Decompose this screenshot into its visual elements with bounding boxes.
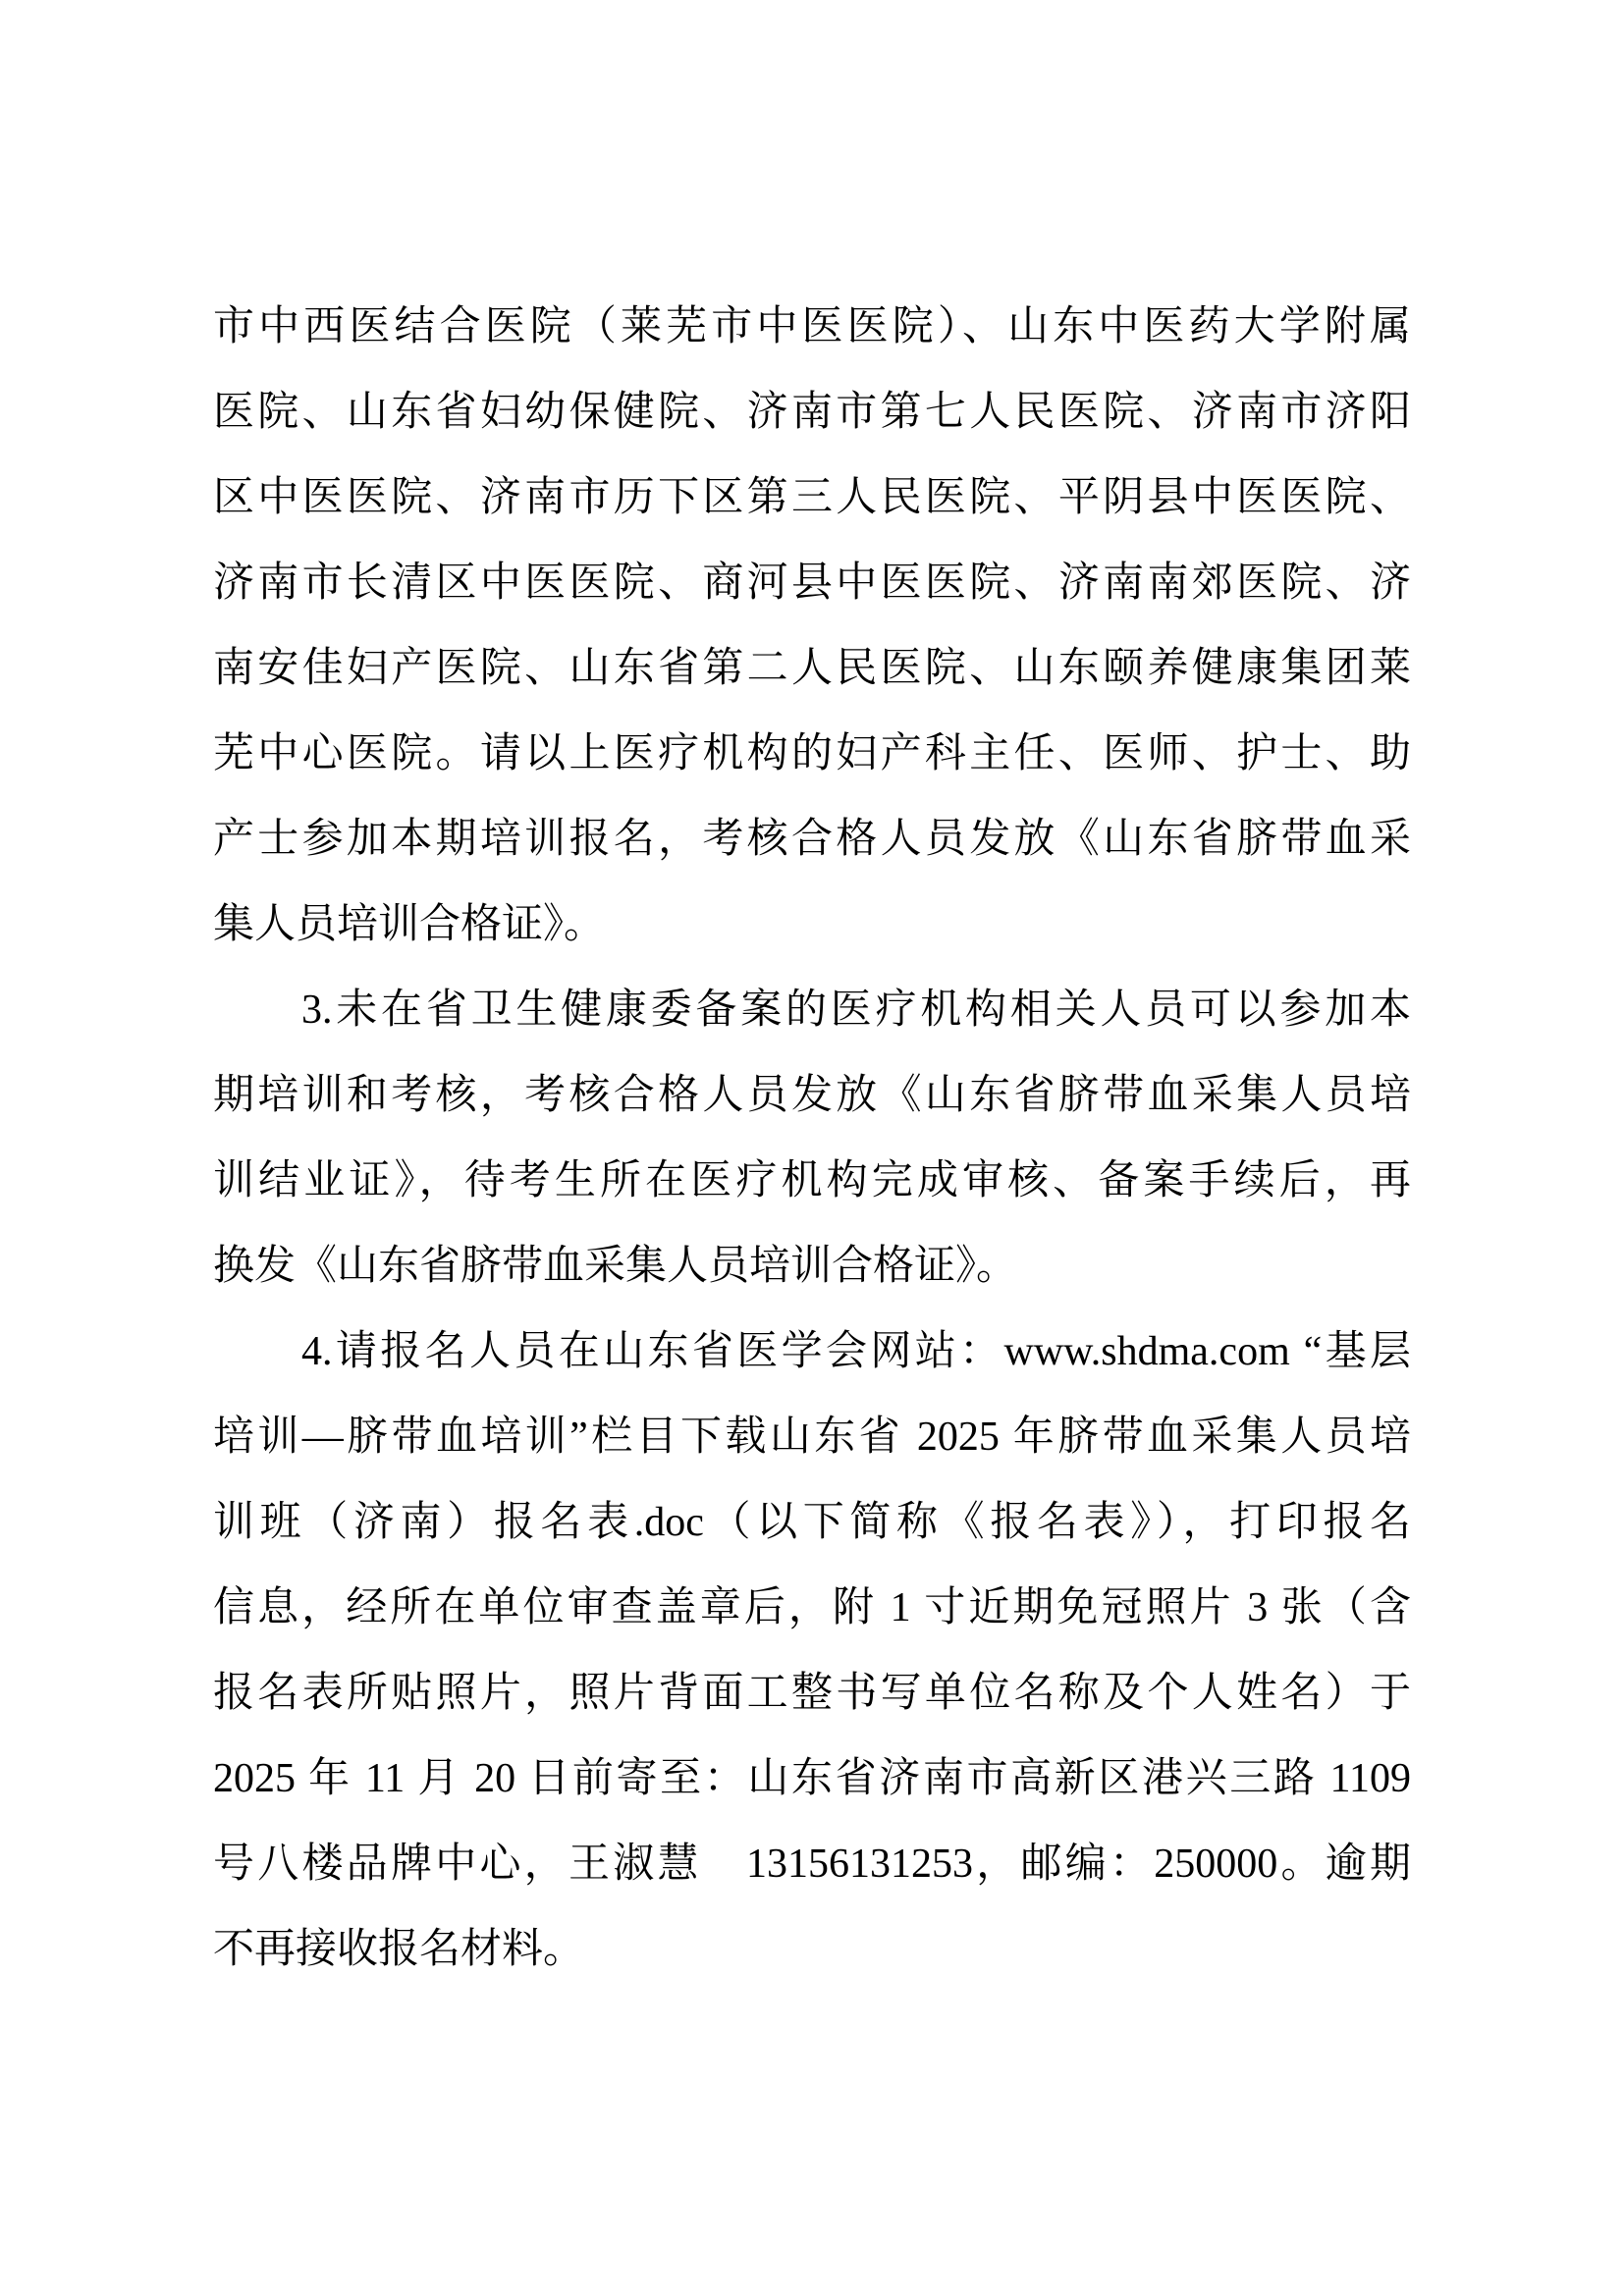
text-line-2: 医院、山东省妇幼保健院、济南市第七人民医院、济南市济阳 xyxy=(213,390,1411,435)
text-line-10: 期培训和考核，考核合格人员发放《山东省脐带血采集人员培 xyxy=(213,1073,1411,1118)
text-line-17: 报名表所贴照片，照片背面工整书写单位名称及个人姓名）于 xyxy=(213,1671,1411,1716)
text-line-4: 济南市长清区中医医院、商河县中医医院、济南南郊医院、济 xyxy=(213,561,1411,606)
text-line-8: 集人员培训合格证》。 xyxy=(213,902,606,947)
text-line-16: 信息，经所在单位审查盖章后，附 1 寸近期免冠照片 3 张（含 xyxy=(213,1585,1411,1630)
text-line-7: 产士参加本期培训报名，考核合格人员发放《山东省脐带血采 xyxy=(213,817,1411,862)
text-line-14: 培训—脐带血培训”栏目下载山东省 2025 年脐带血采集人员培 xyxy=(213,1415,1411,1460)
text-line-3: 区中医医院、济南市历下区第三人民医院、平阴县中医医院、 xyxy=(213,475,1411,520)
text-line-9: 3.未在省卫生健康委备案的医疗机构相关人员可以参加本 xyxy=(301,988,1411,1033)
text-line-20: 不再接收报名材料。 xyxy=(213,1927,585,1972)
text-line-11: 训结业证》，待考生所在医疗机构完成审核、备案手续后，再 xyxy=(213,1158,1411,1203)
text-line-1: 市中西医结合医院（莱芜市中医医院）、山东中医药大学附属 xyxy=(213,304,1411,349)
text-line-15: 训班（济南）报名表.doc（以下简称《报名表》），打印报名 xyxy=(213,1500,1411,1545)
text-line-18: 2025 年 11 月 20 日前寄至：山东省济南市高新区港兴三路 1109 xyxy=(213,1756,1411,1801)
text-line-12: 换发《山东省脐带血采集人员培训合格证》。 xyxy=(213,1244,1018,1289)
text-line-6: 芜中心医院。请以上医疗机构的妇产科主任、医师、护士、助 xyxy=(213,731,1411,776)
text-line-19: 号八楼品牌中心，王淑慧 13156131253，邮编：250000。逾期 xyxy=(213,1842,1411,1887)
text-line-13: 4.请报名人员在山东省医学会网站：www.shdma.com “基层 xyxy=(301,1329,1411,1374)
text-line-5: 南安佳妇产医院、山东省第二人民医院、山东颐养健康集团莱 xyxy=(213,646,1411,691)
document-body-text xyxy=(213,285,1411,1993)
